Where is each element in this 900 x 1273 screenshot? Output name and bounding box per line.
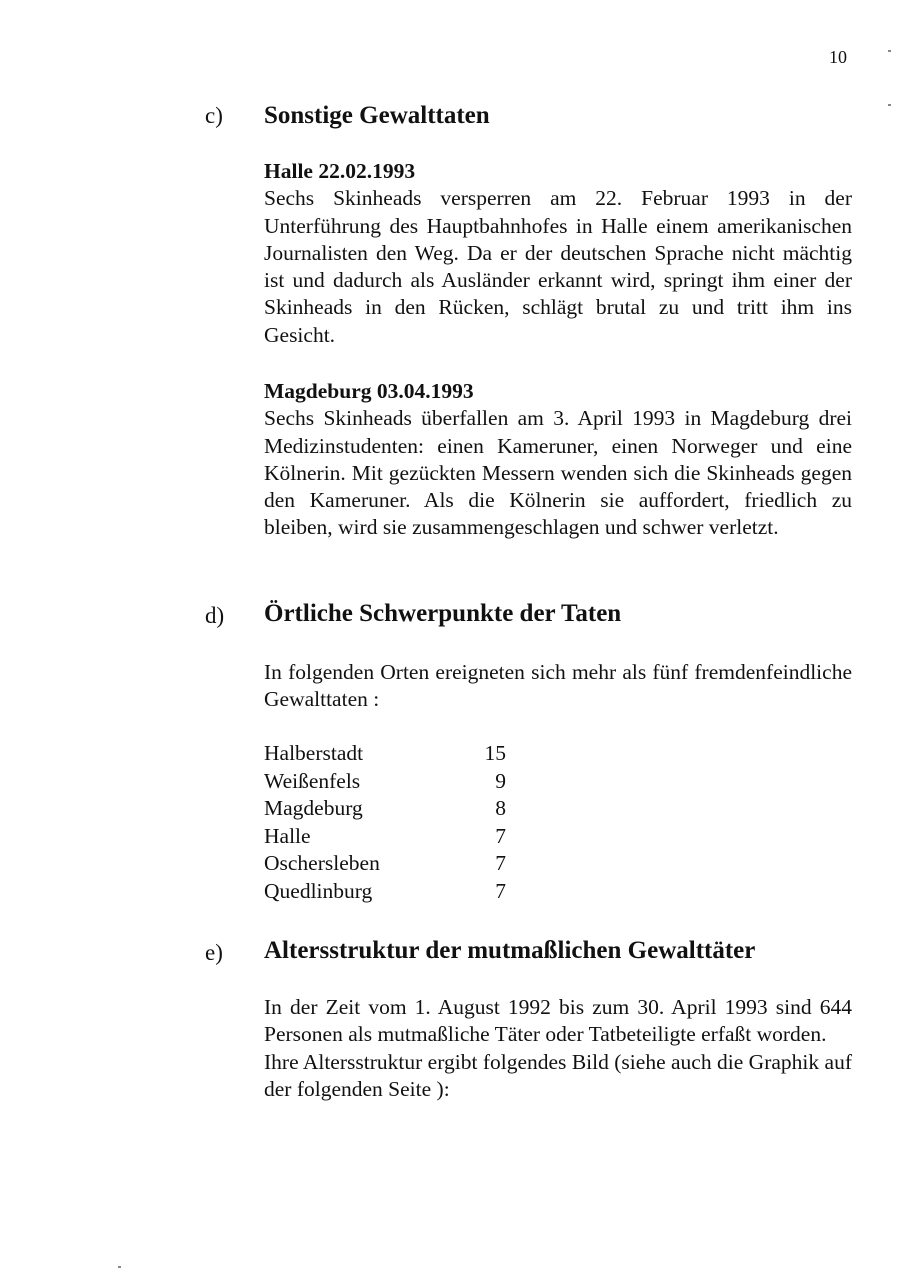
scan-speck <box>888 50 891 52</box>
section-e-paragraph-2: Ihre Altersstruktur ergibt folgendes Bild (siehe auch die Graphik auf der folgenden Seite ): <box>264 1049 852 1101</box>
city-count: 7 <box>495 878 506 903</box>
table-row <box>264 878 524 906</box>
table-row <box>264 795 524 823</box>
city-name: Oschersleben <box>264 851 380 875</box>
city-count: 15 <box>484 741 506 765</box>
table-row <box>264 740 524 768</box>
city-name: Halberstadt <box>264 741 364 765</box>
table-row <box>264 823 524 851</box>
city-incident-table <box>264 740 524 905</box>
incident-heading: Halle 22.02.1993 <box>264 159 416 183</box>
section-d-letter: d) <box>205 603 225 628</box>
section-d-title: Örtliche Schwerpunkte der Taten <box>264 600 622 627</box>
incident-text: Sechs Skinheads überfallen am 3. April 1993 in Magdeburg drei Medizinstudenten: einen Kameruner, einen Norweger und eine Kölnerin. Mit gezückten Messern wenden sich die Skinheads gegen den Kameruner. Als die Kölnerin sie auffordert, friedlich zu bleiben, wird sie zusammengeschlagen und schwer verletzt. <box>264 406 852 540</box>
city-count: 9 <box>495 768 506 793</box>
city-name: Weißenfels <box>264 768 361 793</box>
section-c-title: Sonstige Gewalttaten <box>264 102 490 129</box>
table-row <box>264 768 524 796</box>
city-count: 7 <box>495 823 506 848</box>
section-e-paragraph-1: In der Zeit vom 1. August 1992 bis zum 30. April 1993 sind 644 Personen als mutmaßliche Täter oder Tatbeteiligte erfaßt worden. <box>264 995 852 1047</box>
section-d-intro: In folgenden Orten ereigneten sich mehr als fünf fremdenfeindliche Gewalttaten : <box>264 660 852 712</box>
section-e-title: Altersstruktur der mutmaßlichen Gewalttäter <box>264 937 756 964</box>
section-e-letter: e) <box>205 940 223 965</box>
city-name: Magdeburg <box>264 796 363 820</box>
section-e-body <box>264 994 852 1103</box>
city-name: Quedlinburg <box>264 878 373 903</box>
scan-speck <box>118 1266 121 1268</box>
page-number: 10 <box>829 47 847 67</box>
city-count: 8 <box>495 796 506 820</box>
incident-text: Sechs Skinheads versperren am 22. Februar 1993 in der Unterführung des Hauptbahnhofes in Halle einem amerikanischen Journalisten den Weg. Da er der deutschen Sprache nicht mächtig ist und dadurch als Ausländer erkannt wird, springt ihm einer der Skinheads in den Rücken, schlägt brutal zu und tritt ihm ins Gesicht. <box>264 186 852 347</box>
incident-heading: Magdeburg 03.04.1993 <box>264 379 474 403</box>
incident-halle <box>264 158 852 349</box>
incident-magdeburg <box>264 378 852 542</box>
scan-speck <box>888 104 891 106</box>
table-row <box>264 850 524 878</box>
section-c-letter: c) <box>205 103 223 128</box>
city-count: 7 <box>495 851 506 875</box>
city-name: Halle <box>264 823 311 848</box>
